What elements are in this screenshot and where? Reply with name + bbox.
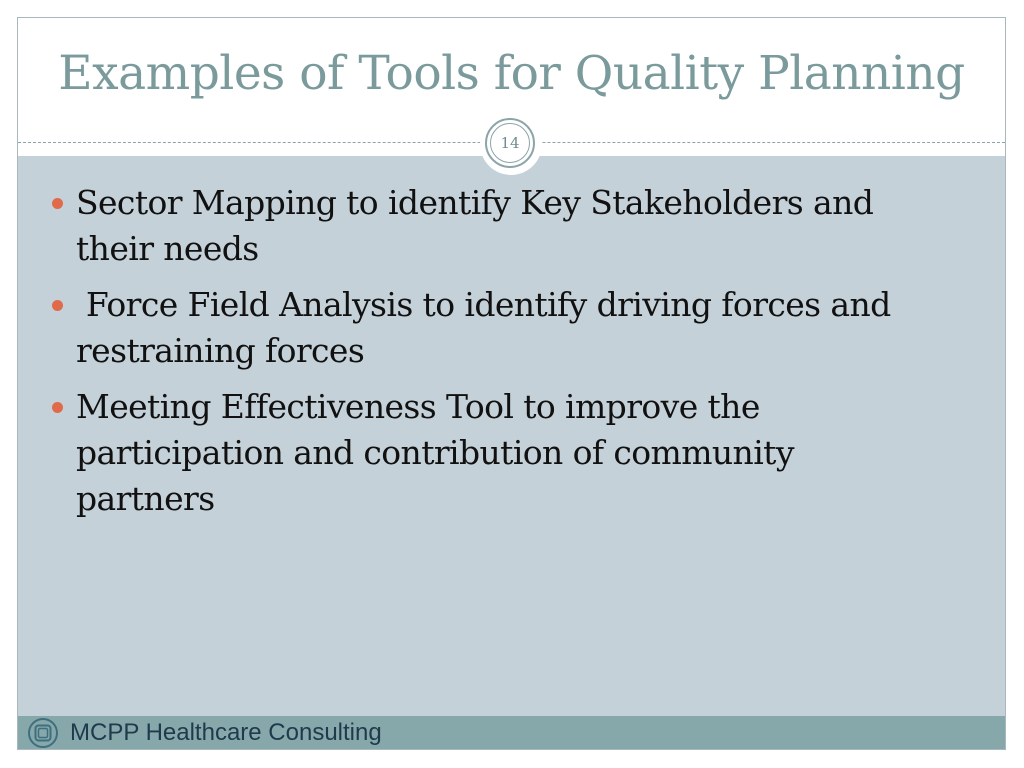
circular-square-logo-icon bbox=[26, 716, 60, 750]
footer-bar bbox=[18, 716, 1005, 750]
page-number-badge bbox=[485, 118, 535, 168]
page-number: 14 bbox=[490, 123, 530, 163]
bullet-item bbox=[52, 180, 932, 272]
bullet-item bbox=[52, 384, 932, 522]
bullet-text: Meeting Effectiveness Tool to improve the participation and contribution of community partners bbox=[76, 387, 794, 518]
footer-company-name: MCPP Healthcare Consulting bbox=[70, 719, 382, 746]
bullet-text: Sector Mapping to identify Key Stakeholders and their needs bbox=[76, 183, 874, 268]
bullet-list bbox=[52, 180, 932, 532]
bullet-dot-icon bbox=[52, 402, 63, 413]
bullet-item bbox=[52, 282, 932, 374]
slide-title: Examples of Tools for Quality Planning bbox=[58, 46, 965, 101]
bullet-dot-icon bbox=[52, 198, 63, 209]
slide bbox=[17, 17, 1006, 750]
bullet-dot-icon bbox=[52, 300, 63, 311]
bullet-text: Force Field Analysis to identify driving forces and restraining forces bbox=[76, 285, 901, 370]
